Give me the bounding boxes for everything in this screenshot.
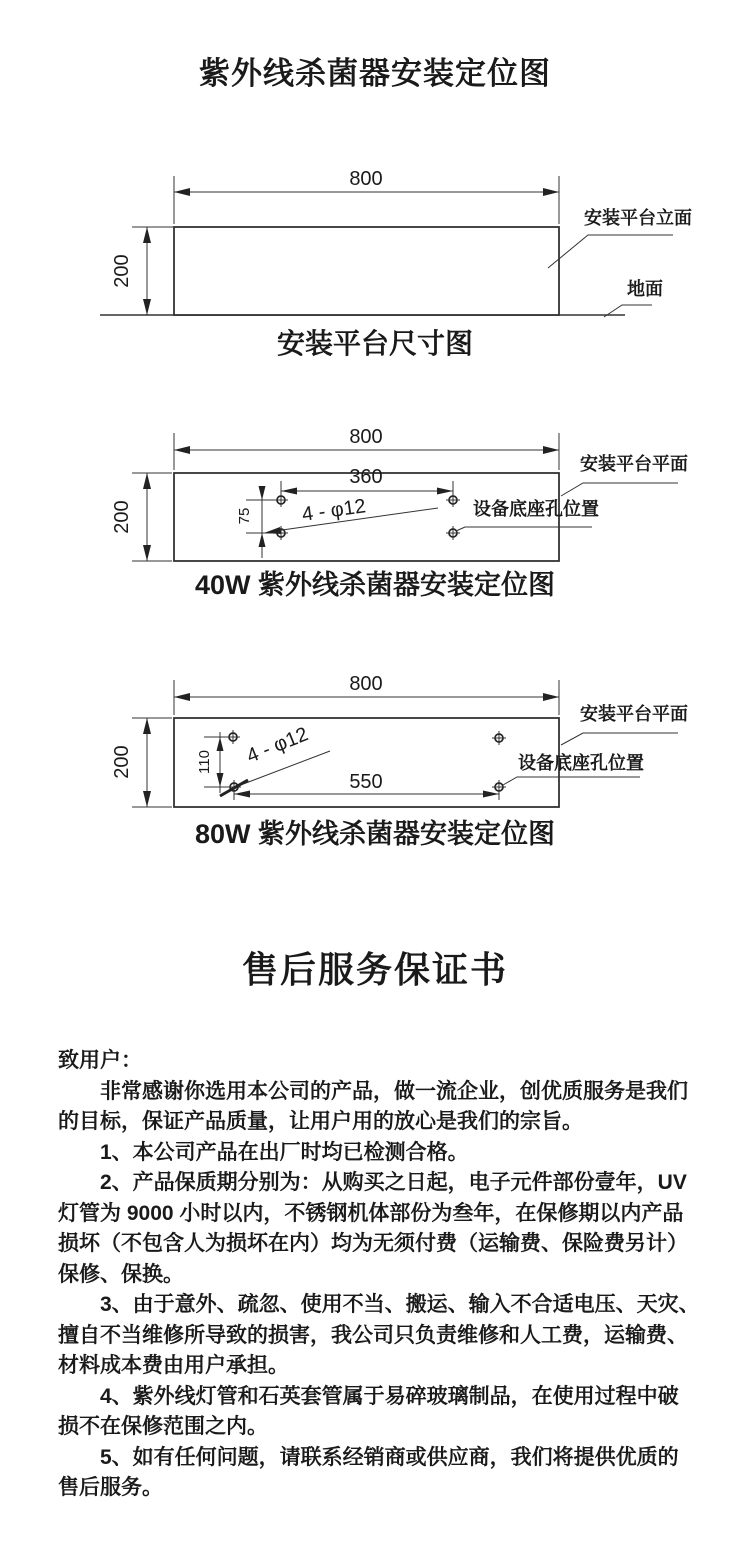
- dimension-200: [111, 718, 172, 807]
- dimension-800: [174, 168, 559, 224]
- guarantee-line: 2、产品保质期分别为：从购买之日起，电子元件部份壹年，UV: [100, 1171, 687, 1194]
- guarantee-line: 3、由于意外、疏忽、使用不当、搬运、输入不合适电压、天灾、: [100, 1293, 700, 1316]
- dimension-200: [111, 473, 172, 561]
- guarantee-title: 售后服务保证书: [241, 949, 508, 990]
- dimension-550-label: 550: [349, 771, 383, 793]
- diagram-80w: [0, 660, 750, 820]
- dimension-800-label: 800: [349, 168, 383, 190]
- guarantee-line: 致用户：: [58, 1049, 142, 1072]
- guarantee-line: 5、如有任何问题，请联系经销商或供应商，我们将提供优质的: [100, 1445, 679, 1469]
- dimension-200-label: 200: [111, 254, 133, 288]
- platform-face-label: 安装平台立面: [584, 208, 692, 228]
- dimension-800-label: 800: [349, 673, 383, 695]
- platform-surface-callout: [561, 703, 688, 745]
- dimension-200-label: 200: [111, 500, 133, 534]
- platform-diagram-caption: 安装平台尺寸图: [276, 328, 473, 359]
- platform-face-callout: [548, 207, 692, 268]
- guarantee-line: 灯管为 9000 小时以内，不锈钢机体部份为叁年，在保修期以内产品: [58, 1201, 684, 1225]
- guarantee-line: 1、本公司产品在出厂时均已检测合格。: [100, 1140, 469, 1164]
- dimension-200: [111, 227, 174, 315]
- dimension-75-label: 75: [236, 507, 253, 525]
- guarantee-line: 售后服务。: [58, 1476, 163, 1499]
- guarantee-line: 非常感谢你选用本公司的产品，做一流企业，创优质服务是我们: [100, 1079, 688, 1103]
- dimension-360-label: 360: [349, 466, 383, 488]
- platform-surface-label: 安装平台平面: [580, 454, 688, 474]
- hole-position-label: 设备底座孔位置: [518, 753, 644, 773]
- ground-callout: [604, 278, 663, 317]
- dimension-800: [174, 426, 559, 470]
- platform-rectangle: [174, 227, 559, 315]
- dimension-200-label: 200: [111, 745, 133, 779]
- guarantee-line: 擅自不当维修所导致的损害，我公司只负责维修和人工费，运输费、: [58, 1323, 688, 1347]
- guarantee-line: 材料成本费由用户承担。: [58, 1354, 289, 1377]
- holes-label: 4 - φ12: [243, 723, 312, 768]
- guarantee-line: 4、紫外线灯管和石英套管属于易碎玻璃制品，在使用过程中破: [100, 1384, 679, 1408]
- guarantee-body: [58, 1046, 704, 1504]
- platform-surface-label: 安装平台平面: [580, 704, 688, 724]
- dimension-110-label: 110: [196, 750, 213, 774]
- guarantee-line: 保修、保换。: [58, 1262, 184, 1286]
- dimension-800-label: 800: [349, 426, 383, 448]
- hole-position-label: 设备底座孔位置: [473, 499, 599, 519]
- platform-surface-callout: [561, 453, 688, 496]
- guarantee-line: 的目标，保证产品质量，让用户用的放心是我们的宗旨。: [58, 1110, 583, 1133]
- holes-label: 4 - φ12: [300, 495, 368, 526]
- caption-80w: 80W 紫外线杀菌器安装定位图: [194, 819, 556, 849]
- ground-label: 地面: [627, 279, 663, 299]
- dimension-800: [174, 673, 559, 715]
- diagram-40w: [0, 420, 750, 570]
- guarantee-line: 损不在保修范围之内。: [58, 1415, 268, 1438]
- page-title: 紫外线杀菌器安装定位图: [199, 56, 551, 91]
- guarantee-line: 损坏（不包含人为损坏在内）均为无须付费（运输费、保险费另计）: [58, 1232, 688, 1255]
- caption-40w: 40W 紫外线杀菌器安装定位图: [194, 570, 556, 600]
